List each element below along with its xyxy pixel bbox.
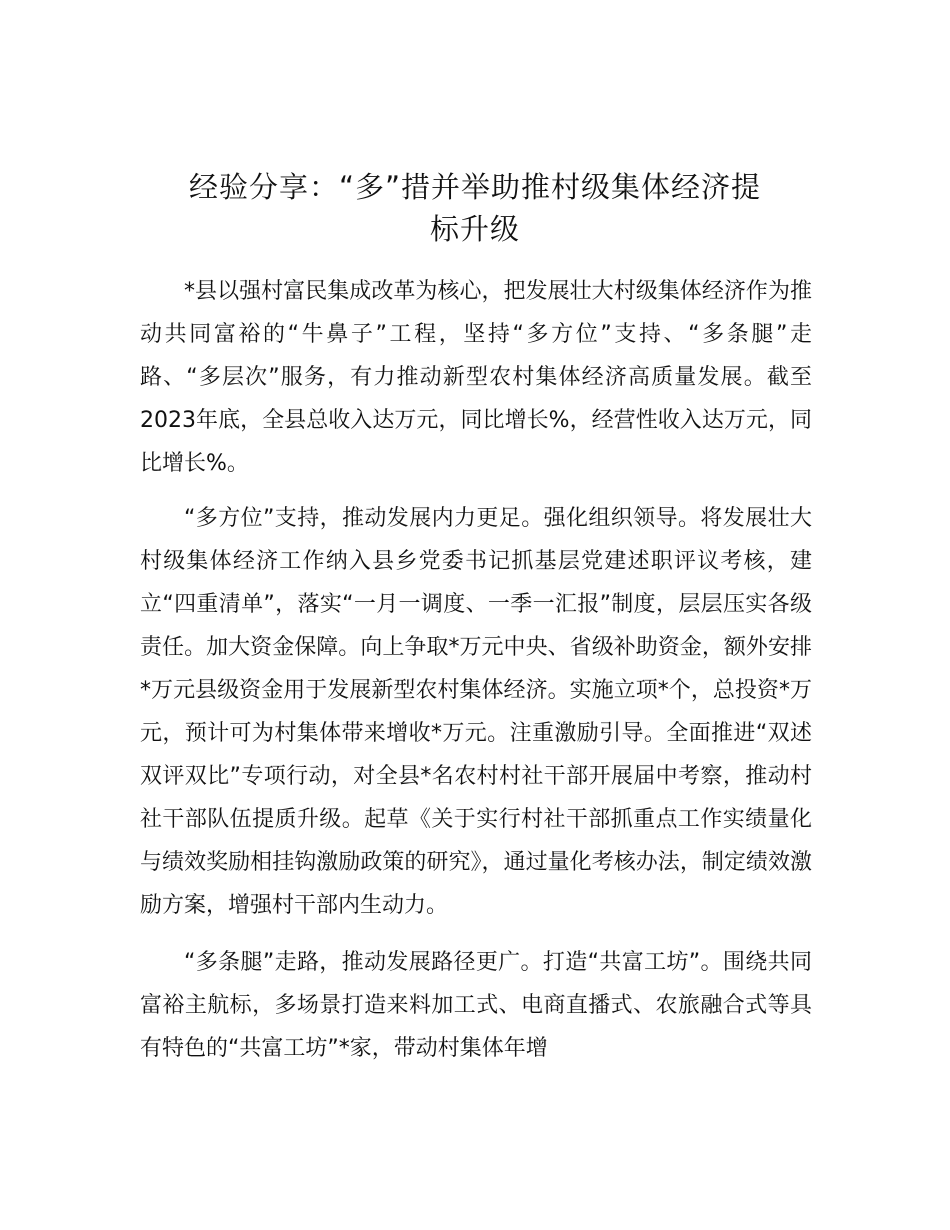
document-body bbox=[140, 270, 812, 1084]
title-line-1: 经验分享：“多”措并举助推村级集体经济提 bbox=[188, 170, 762, 204]
paragraph-multi-paths: “多条腿”走路，推动发展路径更广。打造“共富工坊”。围绕共同富裕主航标，多场景打造来料加工式、电商直播式、农旅融合式等具有特色的“共富工坊”*家，带动村集体年增 bbox=[140, 950, 812, 1061]
paragraph-intro: *县以强村富民集成改革为核心，把发展壮大村级集体经济作为推动共同富裕的“牛鼻子”工程，坚持“多方位”支持、“多条腿”走路、“多层次”服务，有力推动新型农村集体经济高质量发展。截至2023年底，全县总收入达万元，同比增长%，经营性收入达万元，同比增长%。 bbox=[140, 279, 812, 476]
paragraph-multi-support: “多方位”支持，推动发展内力更足。强化组织领导。将发展壮大村级集体经济工作纳入县乡党委书记抓基层党建述职评议考核，建立“四重清单”，落实“一月一调度、一季一汇报”制度，层层压实各级责任。加大资金保障。向上争取*万元中央、省级补助资金，额外安排*万元县级资金用于发展新型农村集体经济。实施立项*个，总投资*万元，预计可为村集体带来增收*万元。注重激励引导。全面推进“双述双评双比”专项行动，对全县*名农村村社干部开展届中考察，推动村社干部队伍提质升级。起草《关于实行村社干部抓重点工作实绩量化与绩效奖励相挂钩激励政策的研究》，通过量化考核办法，制定绩效激励方案，增强村干部内生动力。 bbox=[140, 506, 812, 918]
title-line-2: 标升级 bbox=[429, 212, 520, 246]
document-title bbox=[140, 166, 810, 250]
